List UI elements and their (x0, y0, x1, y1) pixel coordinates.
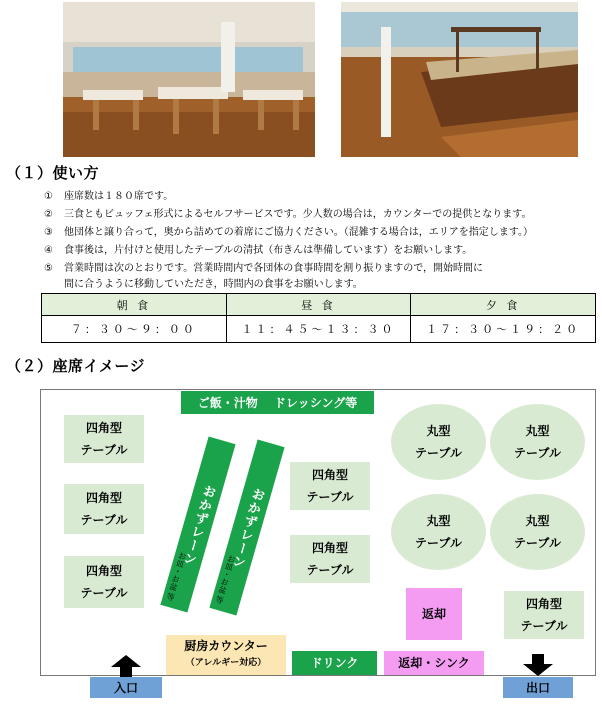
entrance-arrow-icon (111, 655, 141, 677)
entrance-label: 入口 (90, 677, 162, 698)
breakfast-header: 朝 食 (42, 294, 227, 316)
usage-item-1: ① 座席数は１８０席です。 (44, 191, 174, 202)
square-table: 四角型 テーブル (64, 484, 144, 534)
breakfast-time: ７：３０～９：００ (42, 316, 227, 343)
dinner-time: １７：３０～１９：２０ (411, 316, 596, 343)
square-table: 四角型 テーブル (64, 556, 144, 608)
round-table: 丸型 テーブル (490, 494, 585, 570)
round-table: 丸型 テーブル (391, 494, 486, 570)
return-sink-station: 返却・シンク (384, 651, 484, 675)
hours-table (41, 293, 596, 343)
section-seating-title: （２）座席イメージ (6, 357, 146, 375)
dinner-header: 夕 食 (411, 294, 596, 316)
round-table: 丸型 テーブル (490, 404, 585, 480)
side-dish-lane: おかずレーン お皿・お盆 等 (209, 440, 284, 616)
usage-item-3: ③ 他団体と譲り合って，奥から詰めての着席にご協力ください。（混雑する場合は，エリアを指定します。） (44, 227, 533, 238)
square-table: 四角型 テーブル (504, 591, 584, 639)
usage-item-5: ⑤ 営業時間は次のとおりです。営業時間内で各団体の食事時間を割り振りますので，開始時間に (44, 263, 483, 274)
lunch-time: １１：４５～１３：３０ (226, 316, 411, 343)
kitchen-counter: 厨房カウンター （アレルギー対応） (166, 635, 286, 675)
square-table: 四角型 テーブル (64, 415, 144, 463)
square-table: 四角型 テーブル (290, 462, 370, 510)
square-table: 四角型 テーブル (290, 535, 370, 583)
usage-item-4: ④ 食事後は，片付けと使用したテーブルの清拭（布きんは準備しています）をお願いします。 (44, 245, 473, 256)
section-usage-title: （１）使い方 (6, 164, 100, 182)
buffet-counter-photo (341, 2, 578, 157)
usage-item-5-continued: 間に合うように移動していただき，時間内の食事をお願いします。 (64, 279, 363, 290)
usage-item-2: ② 三食ともビュッフェ形式によるセルフサービスです。少人数の場合は，カウンターでの提供となります。 (44, 209, 532, 220)
rice-soup-dressing-station: ご飯・汁物 ドレッシング等 (181, 391, 374, 414)
exit-arrow-icon (523, 654, 553, 676)
side-dish-lane: おかずレーン お皿・お盆 等 (160, 437, 235, 613)
dining-hall-photo (63, 2, 315, 157)
exit-label: 出口 (503, 677, 573, 698)
drink-station: ドリンク (292, 651, 377, 675)
tray-return-station: 返却 (406, 588, 462, 640)
round-table: 丸型 テーブル (391, 404, 486, 480)
lunch-header: 昼 食 (226, 294, 411, 316)
